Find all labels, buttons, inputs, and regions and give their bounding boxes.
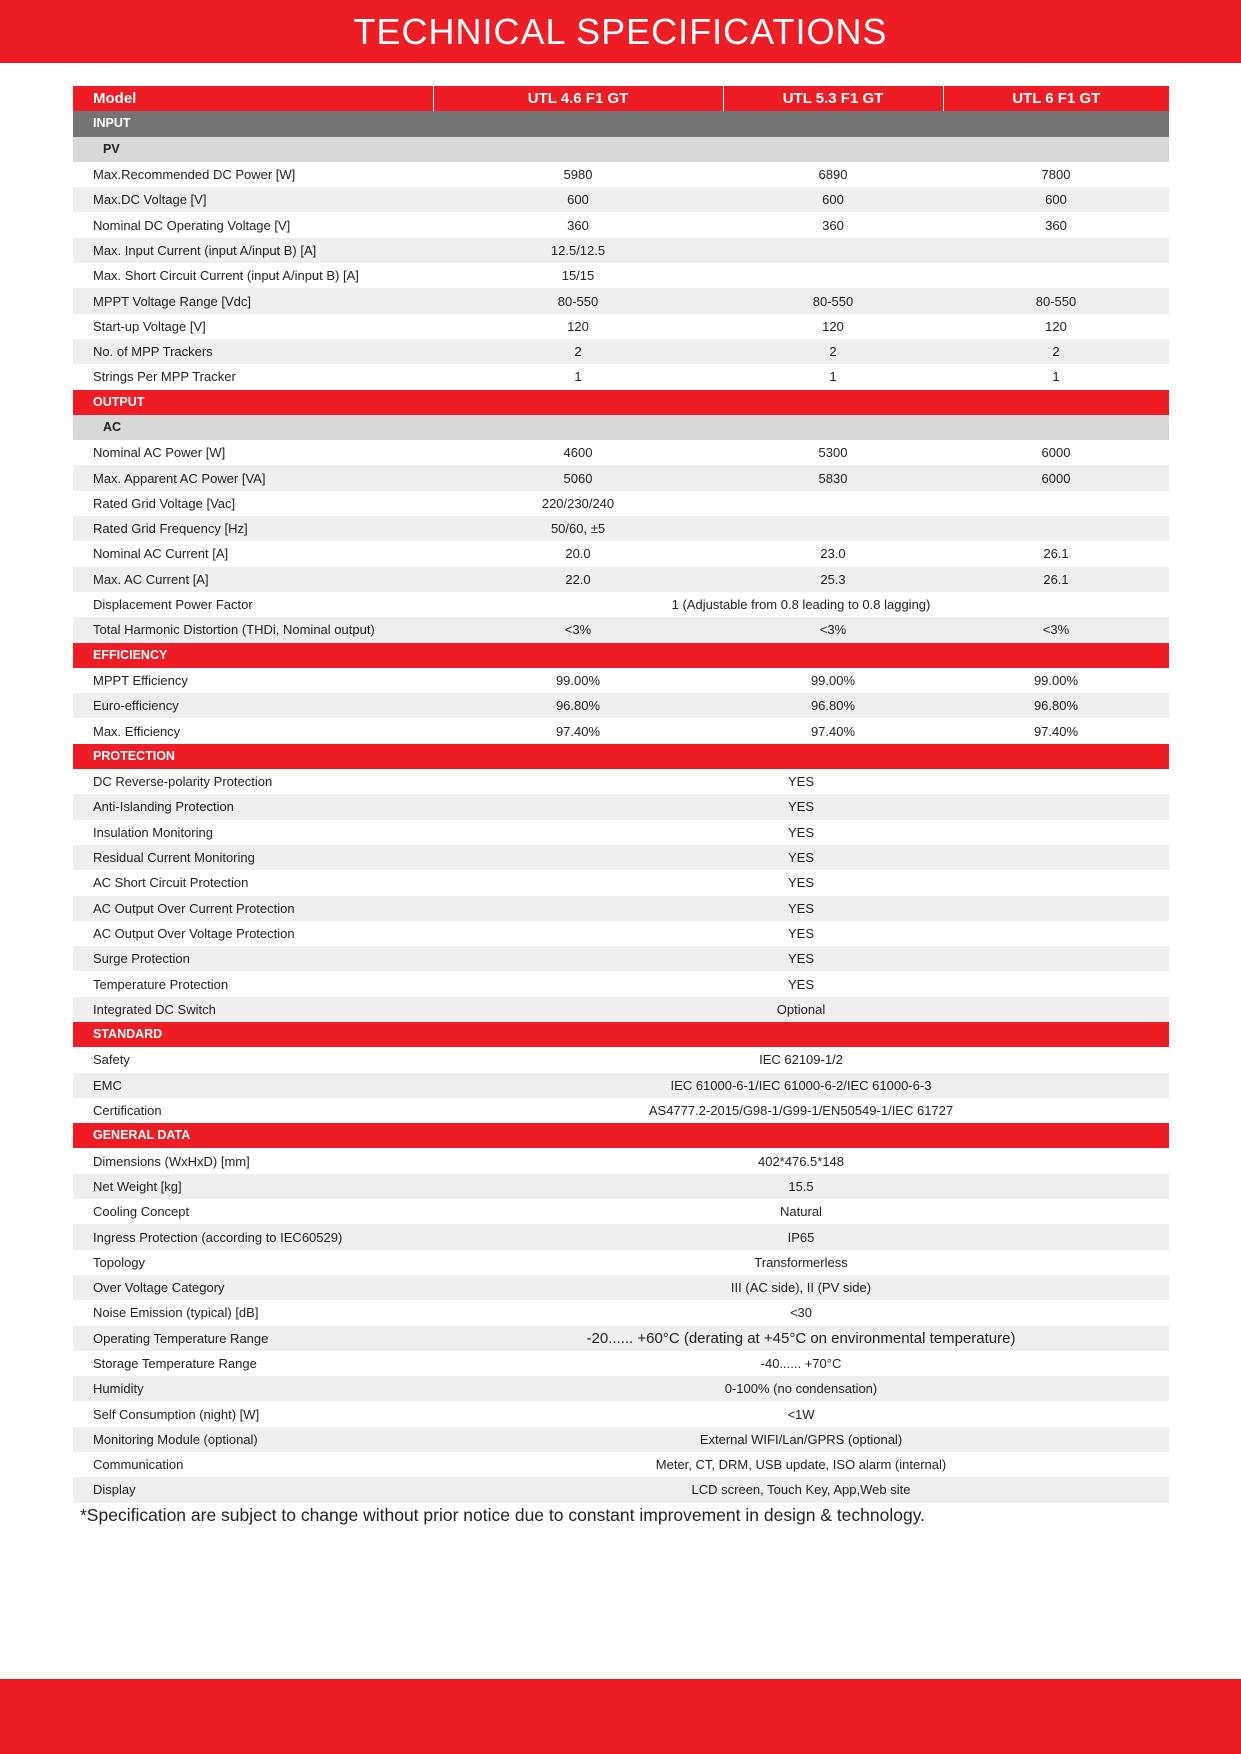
row-label: Rated Grid Voltage [Vac] (73, 491, 433, 516)
model-value: 99.00% (943, 668, 1169, 693)
subsection-title: AC (73, 415, 1169, 440)
model-value: 20.0 (433, 541, 723, 566)
row-label: Dimensions (WxHxD) [mm] (73, 1148, 433, 1173)
table-row (73, 1351, 1169, 1376)
table-row (73, 1376, 1169, 1401)
row-label: Temperature Protection (73, 971, 433, 996)
row-label: Noise Emission (typical) [dB] (73, 1300, 433, 1325)
table-row (73, 617, 1169, 642)
row-label: Cooling Concept (73, 1199, 433, 1224)
row-label: No. of MPP Trackers (73, 339, 433, 364)
shared-value: III (AC side), II (PV side) (433, 1275, 1169, 1300)
shared-value: 1 (Adjustable from 0.8 leading to 0.8 lagging) (433, 592, 1169, 617)
row-label: Nominal AC Power [W] (73, 440, 433, 465)
row-label: Displacement Power Factor (73, 592, 433, 617)
row-label: Storage Temperature Range (73, 1351, 433, 1376)
shared-value: IEC 62109-1/2 (433, 1047, 1169, 1072)
model-value: <3% (723, 617, 943, 642)
shared-value: LCD screen, Touch Key, App,Web site (433, 1477, 1169, 1502)
row-label: Over Voltage Category (73, 1275, 433, 1300)
shared-value: AS4777.2-2015/G98-1/G99-1/EN50549-1/IEC 61727 (433, 1098, 1169, 1123)
model-value: 600 (433, 187, 723, 212)
row-label: Integrated DC Switch (73, 997, 433, 1022)
table-row (73, 1452, 1169, 1477)
model-value (943, 516, 1169, 541)
spec-body (73, 111, 1169, 1502)
table-row (73, 238, 1169, 263)
shared-value: <1W (433, 1401, 1169, 1426)
row-label: Nominal DC Operating Voltage [V] (73, 212, 433, 237)
model-name: UTL 6 F1 GT (943, 86, 1169, 111)
model-value: 99.00% (433, 668, 723, 693)
section-header (73, 744, 1169, 769)
row-label: AC Output Over Current Protection (73, 896, 433, 921)
section-title: STANDARD (73, 1022, 1169, 1047)
model-value: 6000 (943, 440, 1169, 465)
table-row (73, 997, 1169, 1022)
model-value: 1 (433, 364, 723, 389)
subsection-title: PV (73, 137, 1169, 162)
table-row (73, 263, 1169, 288)
table-row (73, 693, 1169, 718)
section-title: GENERAL DATA (73, 1123, 1169, 1148)
model-value (723, 263, 943, 288)
row-label: EMC (73, 1073, 433, 1098)
table-row (73, 1250, 1169, 1275)
table-row (73, 567, 1169, 592)
table-row (73, 1199, 1169, 1224)
row-label: Max. Input Current (input A/input B) [A] (73, 238, 433, 263)
table-row (73, 1477, 1169, 1502)
shared-value: -20...... +60°C (derating at +45°C on environmental temperature) (433, 1326, 1169, 1351)
row-label: MPPT Voltage Range [Vdc] (73, 288, 433, 313)
table-row (73, 1174, 1169, 1199)
model-value: 97.40% (723, 718, 943, 743)
subsection-header (73, 137, 1169, 162)
shared-value: YES (433, 870, 1169, 895)
model-value: <3% (943, 617, 1169, 642)
model-value: 600 (723, 187, 943, 212)
shared-value: YES (433, 896, 1169, 921)
row-label: Residual Current Monitoring (73, 845, 433, 870)
section-title: OUTPUT (73, 390, 1169, 415)
shared-value: Optional (433, 997, 1169, 1022)
row-label: Safety (73, 1047, 433, 1072)
table-row (73, 592, 1169, 617)
model-value: 80-550 (433, 288, 723, 313)
model-value: 6000 (943, 465, 1169, 490)
table-row (73, 314, 1169, 339)
model-value: 2 (723, 339, 943, 364)
model-value (723, 238, 943, 263)
model-value: 5980 (433, 162, 723, 187)
row-label: Operating Temperature Range (73, 1326, 433, 1351)
model-value: 96.80% (723, 693, 943, 718)
table-row (73, 1300, 1169, 1325)
table-header (73, 86, 1169, 111)
shared-value: IEC 61000-6-1/IEC 61000-6-2/IEC 61000-6-3 (433, 1073, 1169, 1098)
model-value: 600 (943, 187, 1169, 212)
table-row (73, 465, 1169, 490)
title-banner (0, 0, 1241, 63)
table-row (73, 288, 1169, 313)
section-header (73, 1022, 1169, 1047)
table-row (73, 187, 1169, 212)
row-label: Euro-efficiency (73, 693, 433, 718)
model-value: 120 (723, 314, 943, 339)
model-value: <3% (433, 617, 723, 642)
table-row (73, 845, 1169, 870)
section-title: PROTECTION (73, 744, 1169, 769)
table-row (73, 339, 1169, 364)
row-label: Communication (73, 1452, 433, 1477)
model-value: 26.1 (943, 541, 1169, 566)
model-value: 1 (723, 364, 943, 389)
table-row (73, 541, 1169, 566)
row-label: Ingress Protection (according to IEC60529) (73, 1224, 433, 1249)
model-value: 12.5/12.5 (433, 238, 723, 263)
shared-value: Transformerless (433, 1250, 1169, 1275)
table-row (73, 896, 1169, 921)
model-value: 97.40% (943, 718, 1169, 743)
model-value: 15/15 (433, 263, 723, 288)
row-label: DC Reverse-polarity Protection (73, 769, 433, 794)
table-row (73, 1275, 1169, 1300)
table-row (73, 1401, 1169, 1426)
table-row (73, 820, 1169, 845)
model-value: 5060 (433, 465, 723, 490)
section-header (73, 111, 1169, 136)
table-row (73, 1224, 1169, 1249)
row-label: Max. AC Current [A] (73, 567, 433, 592)
model-value: 96.80% (433, 693, 723, 718)
shared-value: YES (433, 971, 1169, 996)
shared-value: IP65 (433, 1224, 1169, 1249)
model-value: 4600 (433, 440, 723, 465)
shared-value: 15.5 (433, 1174, 1169, 1199)
row-label: Start-up Voltage [V] (73, 314, 433, 339)
model-value: 120 (943, 314, 1169, 339)
table-row (73, 769, 1169, 794)
row-label: Rated Grid Frequency [Hz] (73, 516, 433, 541)
model-value: 80-550 (723, 288, 943, 313)
table-row (73, 718, 1169, 743)
shared-value: 0-100% (no condensation) (433, 1376, 1169, 1401)
model-value: 7800 (943, 162, 1169, 187)
shared-value: YES (433, 921, 1169, 946)
model-value: 26.1 (943, 567, 1169, 592)
model-value (943, 263, 1169, 288)
row-label: Max. Efficiency (73, 718, 433, 743)
shared-value: External WIFI/Lan/GPRS (optional) (433, 1427, 1169, 1452)
model-value (943, 491, 1169, 516)
shared-value: YES (433, 769, 1169, 794)
row-label: Insulation Monitoring (73, 820, 433, 845)
row-label: Surge Protection (73, 946, 433, 971)
model-value: 96.80% (943, 693, 1169, 718)
table-row (73, 1326, 1169, 1351)
table-row (73, 921, 1169, 946)
row-label: Certification (73, 1098, 433, 1123)
shared-value: Natural (433, 1199, 1169, 1224)
section-title: EFFICIENCY (73, 643, 1169, 668)
model-value: 220/230/240 (433, 491, 723, 516)
row-label: Max. Short Circuit Current (input A/input B) [A] (73, 263, 433, 288)
page-title: TECHNICAL SPECIFICATIONS (353, 10, 888, 52)
spec-table (73, 86, 1169, 1503)
table-row (73, 364, 1169, 389)
model-value: 2 (433, 339, 723, 364)
shared-value: YES (433, 820, 1169, 845)
subsection-header (73, 415, 1169, 440)
table-row (73, 440, 1169, 465)
table-row (73, 212, 1169, 237)
shared-value: 402*476.5*148 (433, 1148, 1169, 1173)
row-label: AC Short Circuit Protection (73, 870, 433, 895)
row-label: Self Consumption (night) [W] (73, 1401, 433, 1426)
model-value: 360 (433, 212, 723, 237)
model-value: 120 (433, 314, 723, 339)
model-value: 5830 (723, 465, 943, 490)
row-label: Max.DC Voltage [V] (73, 187, 433, 212)
model-value: 50/60, ±5 (433, 516, 723, 541)
section-header (73, 643, 1169, 668)
model-value (723, 516, 943, 541)
shared-value: YES (433, 946, 1169, 971)
model-value: 80-550 (943, 288, 1169, 313)
model-value: 99.00% (723, 668, 943, 693)
section-header (73, 1123, 1169, 1148)
shared-value: YES (433, 794, 1169, 819)
table-row (73, 491, 1169, 516)
section-title: INPUT (73, 111, 1169, 136)
model-value: 5300 (723, 440, 943, 465)
table-row (73, 162, 1169, 187)
model-value: 97.40% (433, 718, 723, 743)
model-value: 23.0 (723, 541, 943, 566)
model-value: 360 (943, 212, 1169, 237)
model-value: 1 (943, 364, 1169, 389)
model-value: 22.0 (433, 567, 723, 592)
table-row (73, 946, 1169, 971)
row-label: AC Output Over Voltage Protection (73, 921, 433, 946)
model-header-label: Model (73, 86, 433, 111)
shared-value: Meter, CT, DRM, USB update, ISO alarm (internal) (433, 1452, 1169, 1477)
table-row (73, 1148, 1169, 1173)
shared-value: -40...... +70°C (433, 1351, 1169, 1376)
table-row (73, 1427, 1169, 1452)
footer-banner (0, 1679, 1241, 1754)
model-value: 360 (723, 212, 943, 237)
shared-value: <30 (433, 1300, 1169, 1325)
row-label: Max.Recommended DC Power [W] (73, 162, 433, 187)
model-name: UTL 5.3 F1 GT (723, 86, 943, 111)
row-label: Topology (73, 1250, 433, 1275)
row-label: Nominal AC Current [A] (73, 541, 433, 566)
table-row (73, 1073, 1169, 1098)
row-label: Strings Per MPP Tracker (73, 364, 433, 389)
table-row (73, 668, 1169, 693)
model-value: 2 (943, 339, 1169, 364)
row-label: Display (73, 1477, 433, 1502)
model-value (943, 238, 1169, 263)
model-value: 25.3 (723, 567, 943, 592)
model-value: 6890 (723, 162, 943, 187)
shared-value: YES (433, 845, 1169, 870)
section-header (73, 390, 1169, 415)
table-row (73, 870, 1169, 895)
row-label: Monitoring Module (optional) (73, 1427, 433, 1452)
table-row (73, 971, 1169, 996)
model-value (723, 491, 943, 516)
table-row (73, 516, 1169, 541)
table-row (73, 1047, 1169, 1072)
table-row (73, 1098, 1169, 1123)
footnote: *Specification are subject to change without prior notice due to constant improvement in design & technology. (80, 1505, 926, 1525)
row-label: MPPT Efficiency (73, 668, 433, 693)
row-label: Max. Apparent AC Power [VA] (73, 465, 433, 490)
model-name: UTL 4.6 F1 GT (433, 86, 723, 111)
table-row (73, 794, 1169, 819)
row-label: Net Weight [kg] (73, 1174, 433, 1199)
row-label: Humidity (73, 1376, 433, 1401)
row-label: Anti-Islanding Protection (73, 794, 433, 819)
row-label: Total Harmonic Distortion (THDi, Nominal output) (73, 617, 433, 642)
